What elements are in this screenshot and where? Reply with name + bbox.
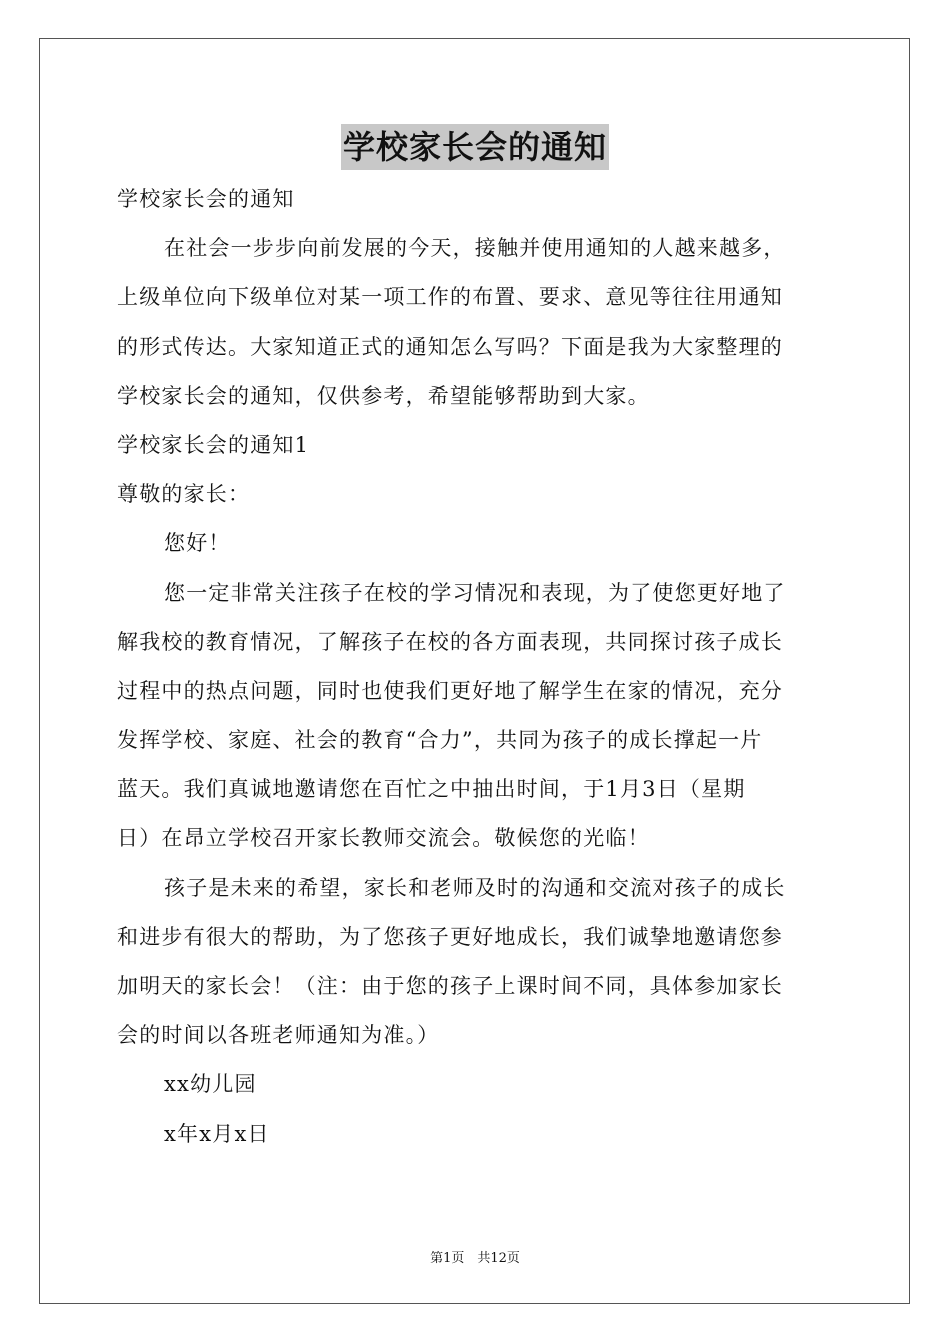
body-line: 会的时间以各班老师通知为准。） bbox=[117, 1023, 440, 1048]
signature-org: xx幼儿园 bbox=[164, 1072, 257, 1097]
document-title: 学校家长会的通知 bbox=[341, 124, 609, 170]
section-heading: 学校家长会的通知1 bbox=[117, 432, 310, 457]
intro-line: 学校家长会的通知，仅供参考，希望能够帮助到大家。 bbox=[117, 383, 650, 408]
body-line: 您一定非常关注孩子在校的学习情况和表现，为了使您更好地了 bbox=[164, 580, 786, 605]
subtitle-line: 学校家长会的通知 bbox=[117, 187, 295, 211]
body-line: 日）在昂立学校召开家长教师交流会。敬候您的光临！ bbox=[117, 826, 650, 851]
intro-line: 上级单位向下级单位对某一项工作的布置、要求、意见等往往用通知 bbox=[117, 285, 783, 310]
title-wrap bbox=[0, 124, 950, 170]
body-line: 过程中的热点问题，同时也使我们更好地了解学生在家的情况，充分 bbox=[117, 678, 783, 703]
signature-date: x年x月x日 bbox=[164, 1121, 270, 1146]
page-footer: 第1页 共12页 bbox=[430, 1251, 520, 1266]
body-line: 蓝天。我们真诚地邀请您在百忙之中抽出时间，于1月3日（星期 bbox=[117, 777, 746, 802]
greeting: 您好！ bbox=[164, 531, 231, 556]
body-line: 加明天的家长会！（注：由于您的孩子上课时间不同，具体参加家长 bbox=[117, 974, 783, 998]
document-body bbox=[117, 175, 833, 1159]
body-line: 孩子是未来的希望，家长和老师及时的沟通和交流对孩子的成长 bbox=[164, 875, 786, 900]
body-line: 和进步有很大的帮助，为了您孩子更好地成长，我们诚挚地邀请您参 bbox=[117, 924, 783, 949]
body-line: 解我校的教育情况，了解孩子在校的各方面表现，共同探讨孩子成长 bbox=[117, 629, 783, 654]
intro-line: 在社会一步步向前发展的今天，接触并使用通知的人越来越多， bbox=[164, 236, 786, 261]
intro-line: 的形式传达。大家知道正式的通知怎么写吗？下面是我为大家整理的 bbox=[117, 334, 783, 359]
salutation: 尊敬的家长： bbox=[117, 482, 251, 507]
body-line: 发挥学校、家庭、社会的教育“合力”，共同为孩子的成长撑起一片 bbox=[117, 728, 763, 753]
